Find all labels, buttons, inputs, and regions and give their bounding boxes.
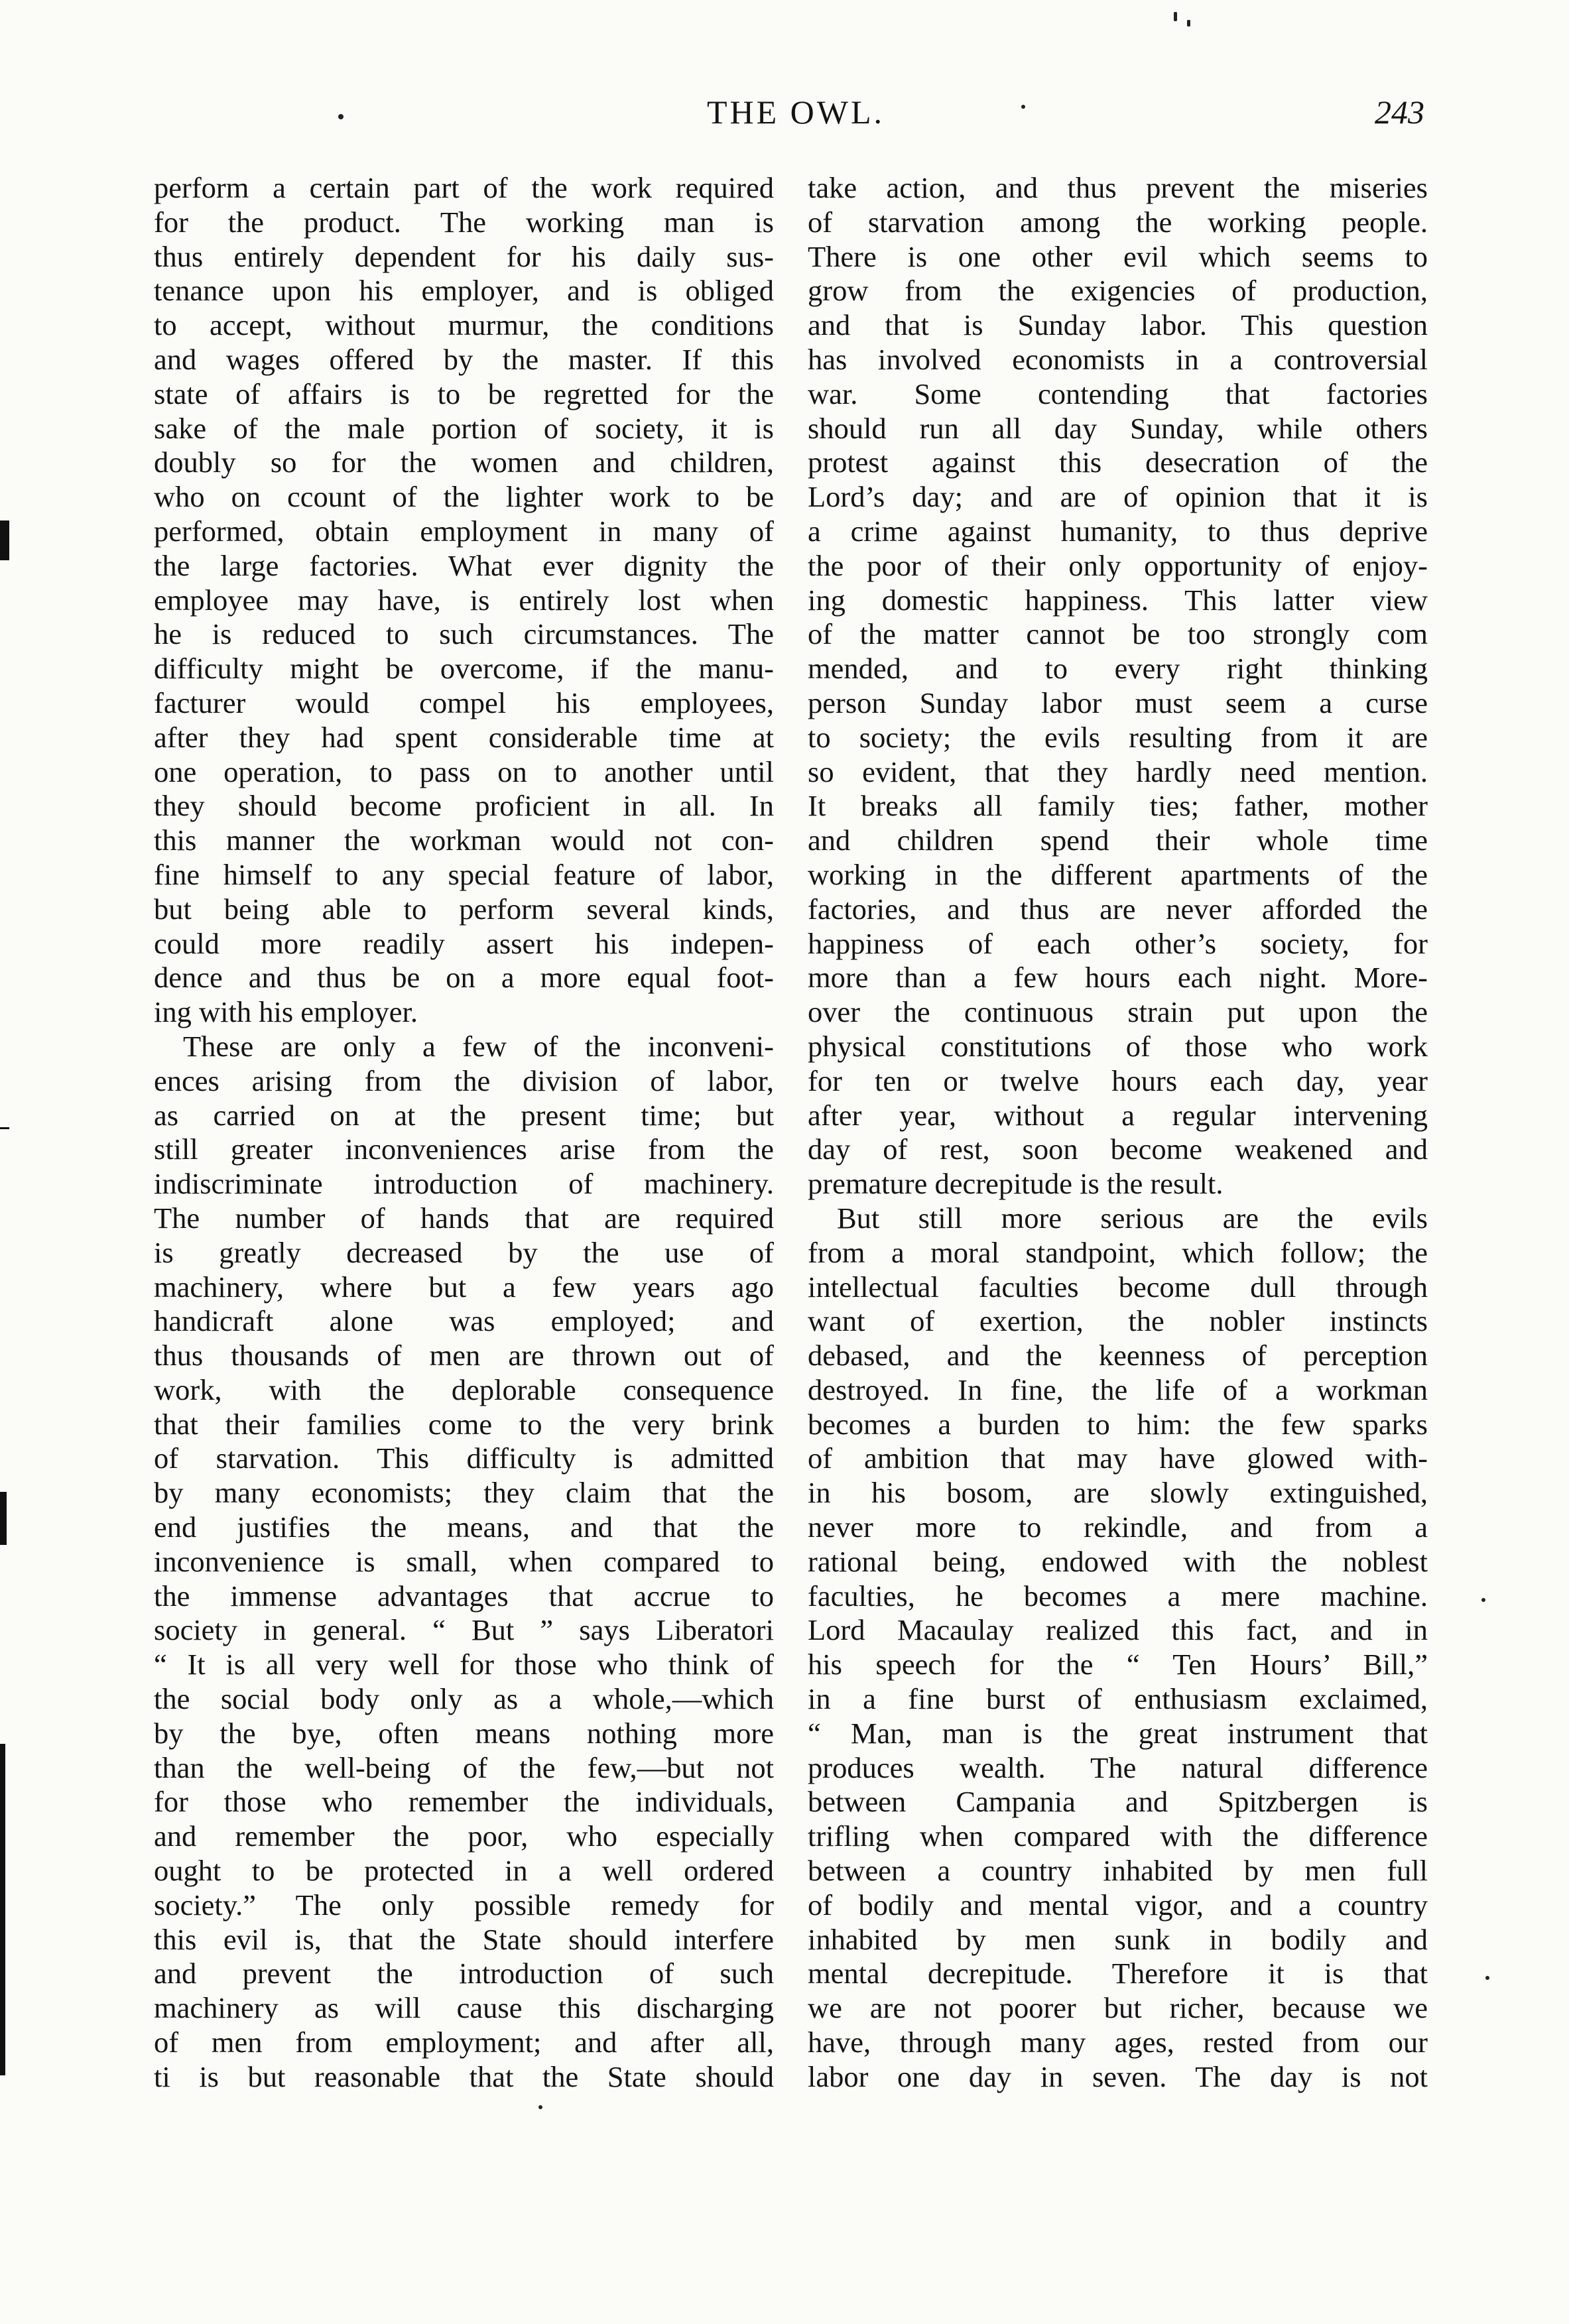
text-line: perform a certain part of the work required: [154, 171, 774, 204]
text-line: in his bosom, are slowly extinguished,: [808, 1476, 1428, 1510]
text-line: after they had spent considerable time at: [154, 720, 774, 754]
scan-speck: [1187, 20, 1190, 27]
scan-edge-mark: [0, 1127, 9, 1129]
text-line: for those who remember the individuals,: [154, 1785, 774, 1819]
text-line: and prevent the introduction of such: [154, 1957, 774, 1990]
text-line: rational being, endowed with the noblest: [808, 1544, 1428, 1578]
text-line: could more readily assert his indepen-: [154, 926, 774, 960]
text-line: a crime against humanity, to thus deprive: [808, 514, 1428, 548]
text-line: this evil is, that the State should interfere: [154, 1922, 774, 1956]
text-line: difficulty might be overcome, if the manu-: [154, 652, 774, 686]
text-line: so evident, that they hardly need mention.: [808, 755, 1428, 788]
text-line: to society; the evils resulting from it are: [808, 720, 1428, 754]
text-line: ing domestic happiness. This latter view: [808, 583, 1428, 617]
text-line: machinery, where but a few years ago: [154, 1270, 774, 1304]
text-line: ing with his employer.: [154, 995, 418, 1029]
text-line: machinery as will cause this discharging: [154, 1991, 774, 2025]
text-line: after year, without a regular intervening: [808, 1098, 1428, 1132]
text-line: tenance upon his employer, and is obliged: [154, 274, 774, 308]
text-line: take action, and thus prevent the miseries: [808, 171, 1428, 204]
text-line: have, through many ages, rested from our: [808, 2026, 1428, 2059]
text-line: and remember the poor, who especially: [154, 1819, 774, 1853]
text-line: is greatly decreased by the use of: [154, 1235, 774, 1269]
text-line: one operation, to pass on to another until: [154, 755, 774, 788]
text-line: employee may have, is entirely lost when: [154, 583, 774, 617]
text-line: handicraft alone was employed; and: [154, 1304, 774, 1338]
scan-edge-mark: [0, 1744, 5, 2075]
text-line: of starvation. This difficulty is admitted: [154, 1441, 774, 1475]
text-line: than the well-being of the few,—but not: [154, 1750, 774, 1784]
text-line: ought to be protected in a well ordered: [154, 1854, 774, 1888]
text-line: working in the different apartments of the: [808, 857, 1428, 891]
text-line: physical constitutions of those who work: [808, 1029, 1428, 1063]
text-line: state of affairs is to be regretted for the: [154, 377, 774, 410]
text-line: of ambition that may have glowed with-: [808, 1441, 1428, 1475]
text-line: Lord’s day; and are of opinion that it is: [808, 480, 1428, 514]
text-line: labor one day in seven. The day is not: [808, 2059, 1428, 2093]
text-line: premature decrepitude is the result.: [808, 1167, 1224, 1201]
scan-speck: [1485, 1976, 1489, 1980]
text-line: facturer would compel his employees,: [154, 686, 774, 719]
text-line: by the bye, often means nothing more: [154, 1716, 774, 1750]
text-line: becomes a burden to him: the few sparks: [808, 1407, 1428, 1441]
text-line: “ It is all very well for those who think of: [154, 1648, 774, 1682]
text-line: debased, and the keenness of perception: [808, 1339, 1428, 1373]
text-line: the poor of their only opportunity of enjoy-: [808, 548, 1428, 582]
scan-edge-mark: [0, 1492, 7, 1545]
text-line: the social body only as a whole,—which: [154, 1682, 774, 1716]
text-line: destroyed. In fine, the life of a workman: [808, 1373, 1428, 1406]
text-line: who on ccount of the lighter work to be: [154, 480, 774, 514]
text-line: person Sunday labor must seem a curse: [808, 686, 1428, 719]
text-line: society.” The only possible remedy for: [154, 1888, 774, 1922]
text-line: It breaks all family ties; father, mother: [808, 789, 1428, 823]
text-line: want of exertion, the nobler instincts: [808, 1304, 1428, 1338]
text-line: over the continuous strain put upon the: [808, 995, 1428, 1029]
text-line: mental decrepitude. Therefore it is that: [808, 1957, 1428, 1990]
text-line: of the matter cannot be too strongly com: [808, 617, 1428, 651]
text-line: in a fine burst of enthusiasm exclaimed,: [808, 1682, 1428, 1716]
text-line: produces wealth. The natural difference: [808, 1750, 1428, 1784]
text-line: this manner the workman would not con-: [154, 824, 774, 857]
text-line: But still more serious are the evils: [837, 1201, 1428, 1235]
page-header: [154, 93, 1438, 146]
text-line: of bodily and mental vigor, and a country: [808, 1888, 1428, 1922]
text-line: the immense advantages that accrue to: [154, 1579, 774, 1613]
text-line: factories, and thus are never afforded the: [808, 892, 1428, 926]
text-line: end justifies the means, and that the: [154, 1510, 774, 1544]
text-line: day of rest, soon become weakened and: [808, 1132, 1428, 1166]
text-line: from a moral standpoint, which follow; the: [808, 1235, 1428, 1269]
text-line: should run all day Sunday, while others: [808, 411, 1428, 445]
text-line: and children spend their whole time: [808, 824, 1428, 857]
page-number: 243: [1375, 93, 1424, 131]
text-line: fine himself to any special feature of labor,: [154, 857, 774, 891]
text-line: to accept, without murmur, the conditions: [154, 308, 774, 342]
scan-speck: [1481, 1598, 1485, 1602]
text-line: more than a few hours each night. More-: [808, 961, 1428, 995]
text-line: and wages offered by the master. If this: [154, 342, 774, 376]
text-line: his speech for the “ Ten Hours’ Bill,”: [808, 1648, 1428, 1682]
text-line: we are not poorer but richer, because we: [808, 1991, 1428, 2025]
text-line: doubly so for the women and children,: [154, 446, 774, 479]
text-line: still greater inconveniences arise from the: [154, 1132, 774, 1166]
text-line: faculties, he becomes a mere machine.: [808, 1579, 1428, 1613]
text-line: ences arising from the division of labor,: [154, 1064, 774, 1097]
text-line: that their families come to the very brink: [154, 1407, 774, 1441]
scan-speck: [538, 2105, 542, 2109]
text-line: by many economists; they claim that the: [154, 1476, 774, 1510]
text-line: indiscriminate introduction of machinery.: [154, 1167, 774, 1201]
text-line: “ Man, man is the great instrument that: [808, 1716, 1428, 1750]
text-line: between Campania and Spitzbergen is: [808, 1785, 1428, 1819]
text-line: as carried on at the present time; but: [154, 1098, 774, 1132]
text-line: happiness of each other’s society, for: [808, 926, 1428, 960]
text-line: performed, obtain employment in many of: [154, 514, 774, 548]
text-line: he is reduced to such circumstances. The: [154, 617, 774, 651]
text-column-left: [154, 171, 774, 2095]
text-line: war. Some contending that factories: [808, 377, 1428, 410]
text-line: protest against this desecration of the: [808, 446, 1428, 479]
text-line: The number of hands that are required: [154, 1201, 774, 1235]
text-line: never more to rekindle, and from a: [808, 1510, 1428, 1544]
text-line: mended, and to every right thinking: [808, 652, 1428, 686]
text-line: for the product. The working man is: [154, 205, 774, 239]
text-column-right: [808, 171, 1428, 2095]
text-line: inconvenience is small, when compared to: [154, 1544, 774, 1578]
text-line: society in general. “ But ” says Liberatori: [154, 1613, 774, 1647]
text-line: ti is but reasonable that the State should: [154, 2059, 774, 2093]
text-line: between a country inhabited by men full: [808, 1854, 1428, 1888]
text-line: of men from employment; and after all,: [154, 2026, 774, 2059]
text-line: the large factories. What ever dignity the: [154, 548, 774, 582]
text-line: of starvation among the working people.: [808, 205, 1428, 239]
running-title: THE OWL.: [706, 93, 885, 131]
text-line: intellectual faculties become dull through: [808, 1270, 1428, 1304]
text-line: trifling when compared with the difference: [808, 1819, 1428, 1853]
text-line: Lord Macaulay realized this fact, and in: [808, 1613, 1428, 1647]
scan-speck: [1174, 12, 1177, 21]
text-line: sake of the male portion of society, it is: [154, 411, 774, 445]
text-line: These are only a few of the inconveni-: [183, 1029, 774, 1063]
text-line: inhabited by men sunk in bodily and: [808, 1922, 1428, 1956]
scan-edge-mark: [0, 520, 9, 560]
text-line: and that is Sunday labor. This question: [808, 308, 1428, 342]
text-line: There is one other evil which seems to: [808, 239, 1428, 273]
text-line: has involved economists in a controversial: [808, 342, 1428, 376]
text-line: thus thousands of men are thrown out of: [154, 1339, 774, 1373]
text-line: dence and thus be on a more equal foot-: [154, 961, 774, 995]
text-line: for ten or twelve hours each day, year: [808, 1064, 1428, 1097]
text-line: they should become proficient in all. In: [154, 789, 774, 823]
text-line: thus entirely dependent for his daily sus-: [154, 239, 774, 273]
text-line: but being able to perform several kinds,: [154, 892, 774, 926]
text-line: work, with the deplorable consequence: [154, 1373, 774, 1406]
text-line: grow from the exigencies of production,: [808, 274, 1428, 308]
